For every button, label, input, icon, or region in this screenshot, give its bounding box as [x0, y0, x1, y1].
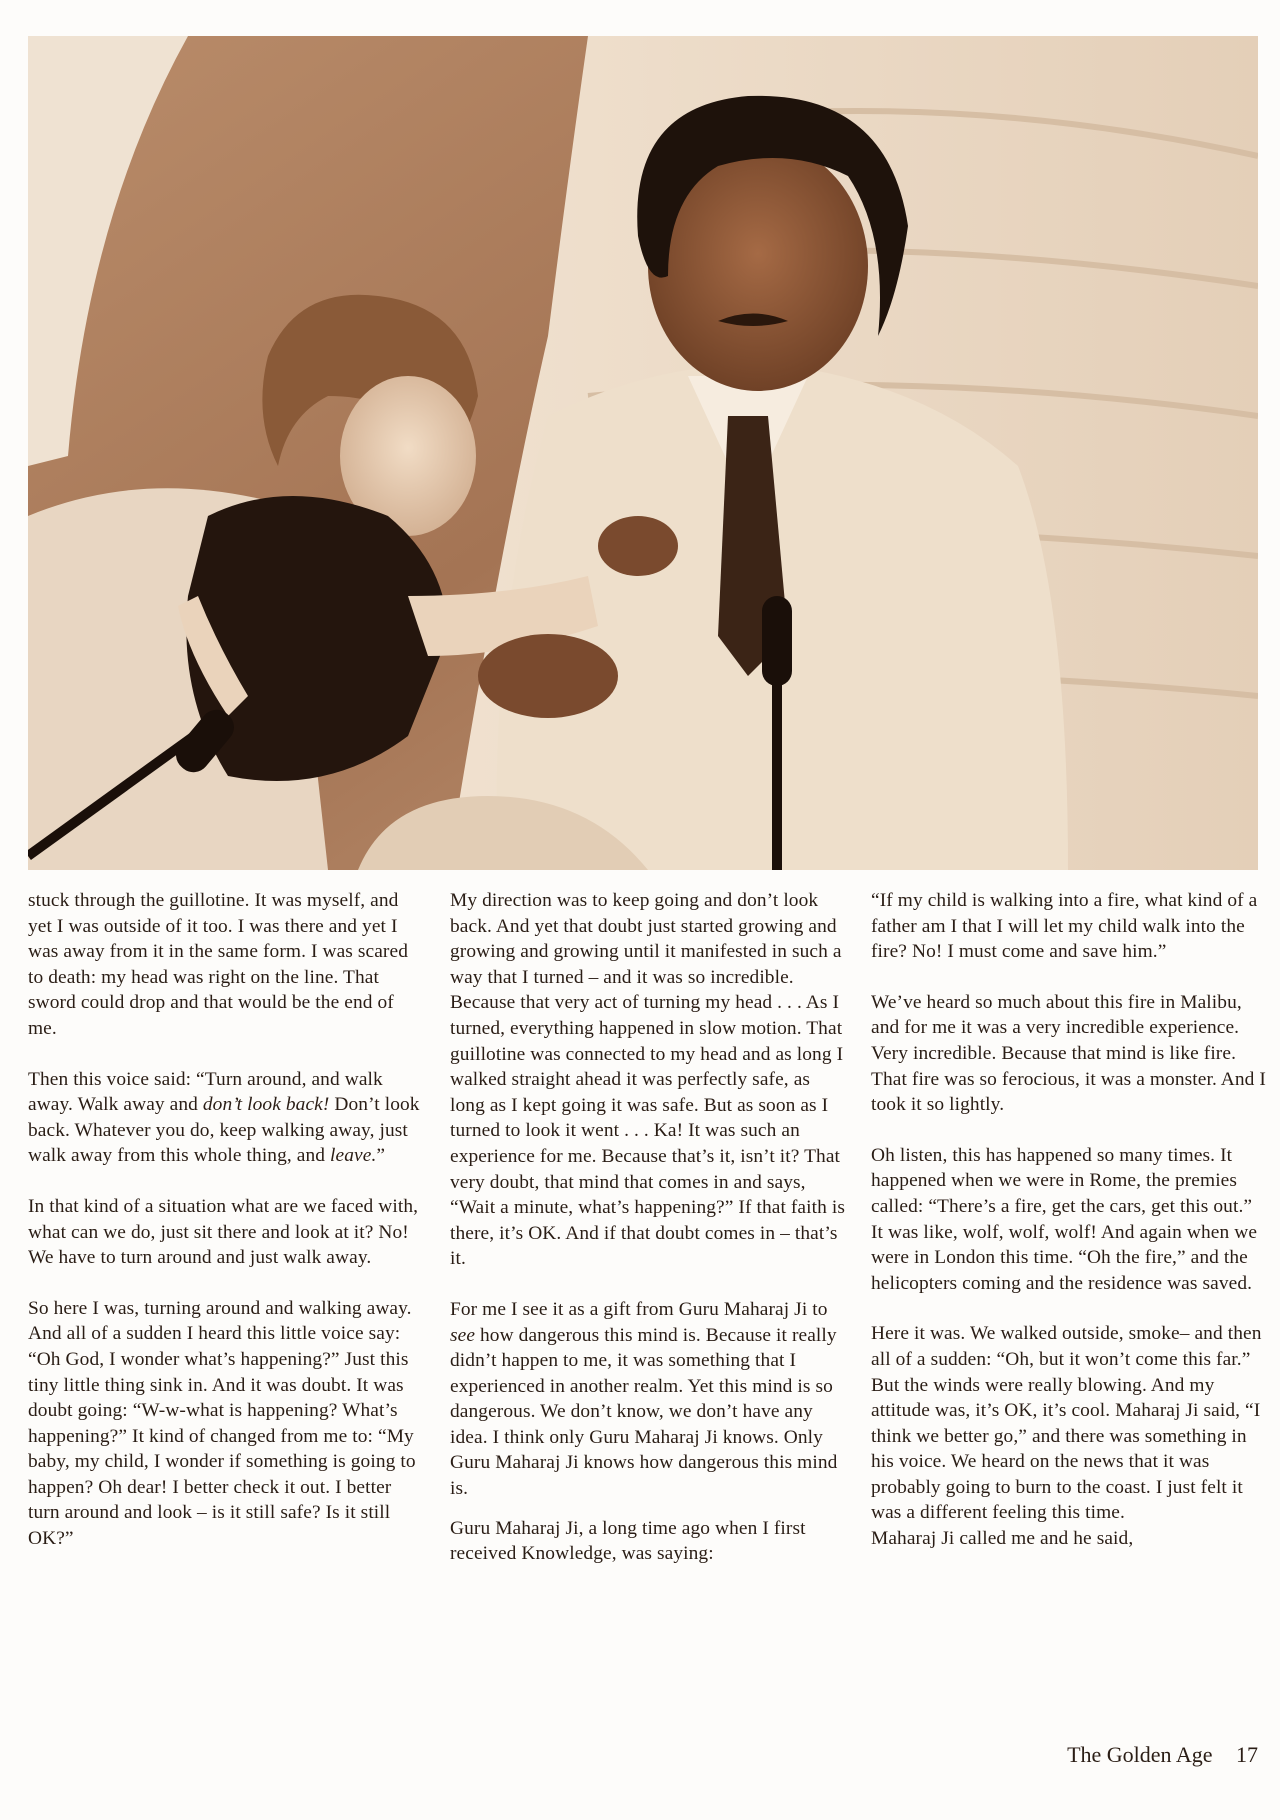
emphasis-text: see: [450, 1324, 476, 1346]
column-1: [28, 888, 423, 1577]
text-run: Then this voice said: “Turn around, and walk away. Walk away and: [28, 1068, 383, 1116]
article-paragraph: [871, 1526, 1266, 1552]
article-paragraph: [28, 888, 423, 1042]
text-run: Maharaj Ji called me and he said,: [871, 1528, 1134, 1550]
text-run: We’ve heard so much about this fire in Malibu, and for me it was a very incredible experience. Very incredible. Because that mind is like fire. That fire was so ferocious, it was a monster. And I took it so lightly.: [871, 991, 1266, 1116]
emphasis-text: leave.: [330, 1145, 377, 1167]
article-body: [28, 888, 1266, 1718]
article-paragraph: [871, 888, 1266, 965]
column-3: [871, 888, 1266, 1577]
photo-illustration: [28, 36, 1258, 870]
text-run: In that kind of a situation what are we faced with, what can we do, just sit there and look at it? No! We have to turn around and just walk away.: [28, 1195, 419, 1269]
text-run: Don’t look back. Whatever you do, keep walking away, just walk away from this whole thing, and: [28, 1094, 420, 1167]
article-paragraph: [450, 888, 845, 1272]
article-paragraph: [28, 1194, 423, 1271]
article-paragraph: [28, 1067, 423, 1169]
article-photo: [28, 36, 1258, 870]
publication-name: The Golden Age: [1067, 1742, 1213, 1767]
article-paragraph: [871, 990, 1266, 1118]
text-run: My direction was to keep going and don’t look back. And yet that doubt just started growing and growing and growing until it manifested in such a way that I turned – and it was so incredible. Because that very act of turning my head . . . As I turned, everything happened in slow motion. That guillotine was connected to my head and as long I walked straight ahead it was perfectly safe, as long as I kept going it was safe. But as soon as I turned to look it went . . . Ka! It was such an experience for me. Because that’s it, isn’t it? That very doubt, that mind that comes in and says, “Wait a minute, what’s happening?” If that faith is there, it’s OK. And if that doubt comes in – that’s it.: [450, 890, 845, 1270]
page-number: 17: [1236, 1742, 1258, 1767]
text-run: So here I was, turning around and walking away. And all of a sudden I heard this little voice say: “Oh God, I wonder what’s happening?” Just this tiny little thing sink in. And it was doubt. It was doubt going: “W-w-what is happening? What’s happening?” It kind of changed from me to: “My baby, my child, I wonder if something is going to happen? Oh dear! I better check it out. I better turn around and look – is it still safe? Is it still OK?”: [28, 1297, 416, 1550]
text-run: For me I see it as a gift from Guru Maharaj Ji to: [450, 1298, 828, 1320]
text-run: how dangerous this mind is. Because it really didn’t happen to me, it was something that I experienced in another realm. Yet this mind is so dangerous. We don’t know, we don’t have any idea. I think only Guru Maharaj Ji knows. Only Guru Maharaj Ji knows how dangerous this mind is.: [450, 1324, 838, 1500]
text-run: Oh listen, this has happened so many times. It happened when we were in Rome, the premies called: “There’s a fire, get the cars, get this out.” It was like, wolf, wolf, wolf! And again when we were in London this time. “Oh the fire,” and the helicopters coming and the residence was saved.: [871, 1144, 1258, 1294]
article-paragraph: [450, 1297, 845, 1502]
text-run: Here it was. We walked outside, smoke– and then all of a sudden: “Oh, but it won’t come this far.” But the winds were really blowing. And my attitude was, it’s OK, it’s cool. Maharaj Ji said, “I think we better go,” and there was something in his voice. We heard on the news that it was probably going to burn to the coast. I just felt it was a different feeling this time.: [871, 1323, 1262, 1524]
article-paragraph: [450, 1516, 845, 1567]
emphasis-text: don’t look back!: [202, 1094, 330, 1116]
text-run: ”: [376, 1145, 386, 1167]
article-paragraph: [871, 1321, 1266, 1526]
article-paragraph: [28, 1296, 423, 1552]
article-paragraph: [871, 1143, 1266, 1297]
page-footer: [1067, 1742, 1258, 1768]
text-run: stuck through the guillotine. It was myself, and yet I was outside of it too. I was there and yet I was away from it in the same form. I was scared to death: my head was right on the line. That sword could drop and that would be the end of me.: [28, 890, 408, 1039]
text-run: “If my child is walking into a fire, what kind of a father am I that I will let my child walk into the fire? No! I must come and save him.”: [871, 890, 1258, 963]
column-2: [450, 888, 845, 1592]
text-run: Guru Maharaj Ji, a long time ago when I first received Knowledge, was saying:: [450, 1517, 806, 1565]
